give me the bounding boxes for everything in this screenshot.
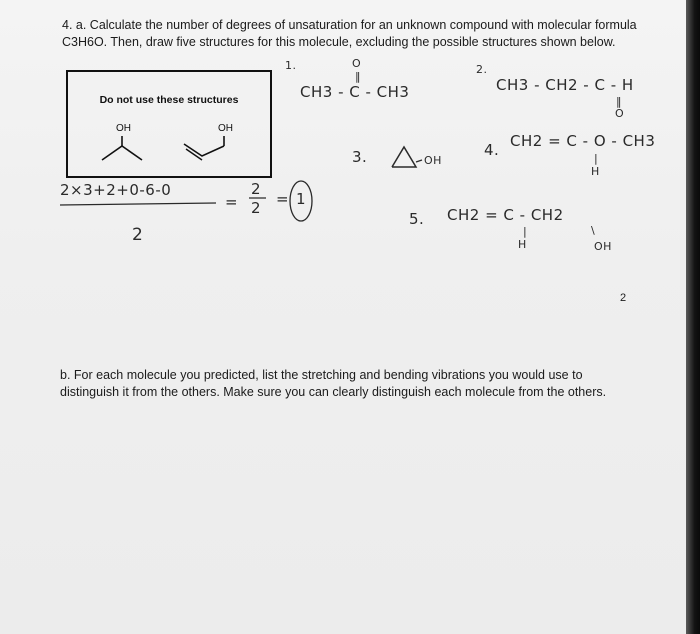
structure-4-vertical-bond: |: [594, 152, 599, 165]
question-a-text: 4. a. Calculate the number of degrees of unsaturation for an unknown compound with molecular formula C3H6O. Then, draw five structures for this molecule, excluding the possible structures shown below.: [62, 18, 637, 49]
structure-2-formula: CH3 - CH2 - C - H: [496, 76, 634, 94]
structure-1-number: 1.: [285, 59, 297, 72]
structure-2-oh-label: OH: [218, 123, 233, 134]
structure-5-formula: CH2 = C - CH2: [447, 206, 564, 224]
structure-4-number: 4.: [484, 141, 500, 159]
structure-2-oxygen: O: [615, 107, 625, 120]
structure-5-oh: OH: [594, 240, 612, 253]
structure-2-double-bond: ‖: [616, 95, 622, 108]
question-b-text: b. For each molecule you predicted, list the stretching and bending vibrations you would use to distinguish it from the others. Make sure you can clearly distinguish each molecule from the others.: [60, 368, 607, 399]
structure-4-formula: CH2 = C - O - CH3: [510, 132, 656, 150]
structure-5-hydrogen: H: [518, 238, 527, 251]
excluded-structures-title: Do not use these structures: [99, 94, 239, 106]
structure-3-number: 3.: [352, 148, 368, 166]
structure-1-oxygen: O: [352, 57, 362, 70]
calc-denominator: 2: [132, 225, 144, 245]
structure-4-hydrogen: H: [591, 165, 600, 178]
structure-1-oh-label: OH: [116, 123, 131, 134]
calc-result: 1: [296, 190, 307, 208]
structure-3-oh: OH: [424, 154, 442, 167]
calc-numerator: 2×3+2+0-6-0: [60, 181, 172, 199]
calc-fraction-den: 2: [251, 199, 262, 217]
page-number: 2: [620, 292, 627, 304]
structure-5-vertical-bond: |: [523, 225, 528, 238]
structure-1-formula: CH3 - C - CH3: [300, 83, 410, 101]
structure-5-oh-bond: \: [591, 224, 596, 237]
structure-5-number: 5.: [409, 210, 425, 228]
cyclopropane-oh-bond: [416, 160, 422, 162]
calc-equals-2: =: [276, 190, 290, 208]
calc-equals: =: [225, 193, 239, 211]
structure-2-number: 2.: [476, 63, 488, 76]
calc-fraction-bar: [60, 203, 216, 205]
cyclopropane-ring: [392, 147, 416, 167]
calc-fraction-num: 2: [251, 180, 262, 198]
structure-1-double-bond: ‖: [355, 70, 361, 83]
